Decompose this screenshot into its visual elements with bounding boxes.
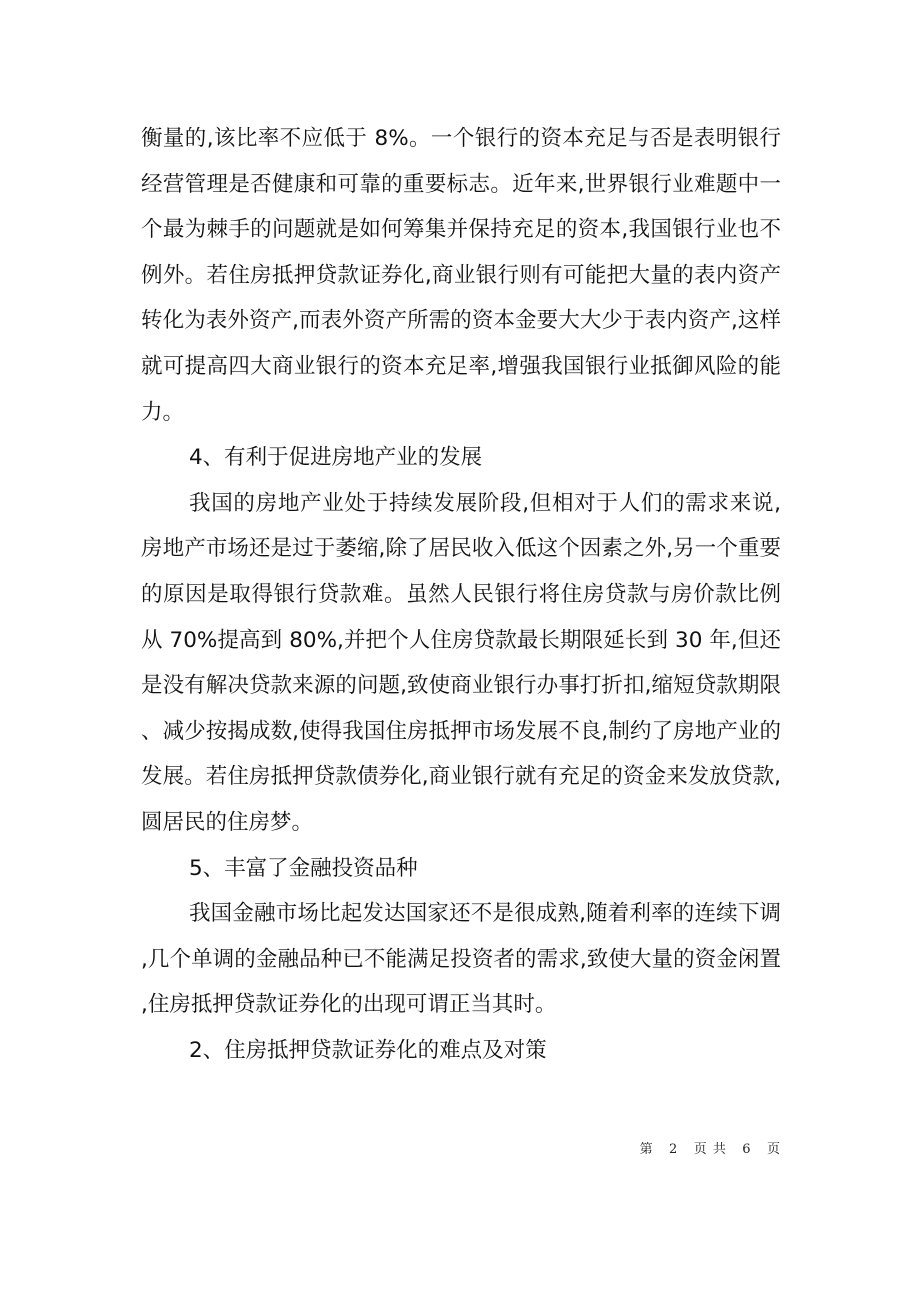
paragraph-capital-adequacy: 衡量的,该比率不应低于 8%。一个银行的资本充足与否是表明银行经营管理是否健康和可靠的重要标志。近年来,世界银行业难题中一个最为棘手的问题就是如何筹集并保持充足的资本,我国银行业也不例外。若住房抵押贷款证券化,商业银行则有可能把大量的表内资产转化为表外资产,而表外资产所需的资本金要大大少于表内资产,这样就可提高四大商业银行的资本充足率,增强我国银行业抵御风险的能力。 bbox=[141, 126, 781, 425]
section-heading-5: 5、丰富了金融投资品种 bbox=[189, 855, 418, 881]
footer-total-pages: 6 bbox=[742, 1142, 752, 1157]
section-heading-4: 4、有利于促进房地产业的发展 bbox=[189, 445, 483, 471]
footer-suffix: 页 bbox=[766, 1142, 781, 1157]
footer-middle: 页 共 bbox=[693, 1142, 727, 1157]
section-heading-2: 2、住房抵押贷款证券化的难点及对策 bbox=[189, 1037, 547, 1063]
footer-current-page: 2 bbox=[669, 1142, 679, 1157]
page-footer bbox=[0, 1138, 781, 1157]
paragraph-real-estate: 我国的房地产业处于持续发展阶段,但相对于人们的需求来说,房地产市场还是过于萎缩,除了居民收入低这个因素之外,另一个重要的原因是取得银行贷款难。虽然人民银行将住房贷款与房价款比例从 70%提高到 80%,并把个人住房贷款最长期限延长到 30 年,但还是没有解决贷款来源的问题,致使商业银行办事打折扣,缩短贷款期限、减少按揭成数,使得我国住房抵押市场发展不良,制约了房地产业的发展。若住房抵押贷款债券化,商业银行就有充足的资金来发放贷款,圆居民的住房梦。 bbox=[141, 490, 781, 835]
footer-prefix: 第 bbox=[639, 1142, 654, 1157]
paragraph-investment-products: 我国金融市场比起发达国家还不是很成熟,随着利率的连续下调,几个单调的金融品种已不能满足投资者的需求,致使大量的资金闲置,住房抵押贷款证券化的出现可谓正当其时。 bbox=[141, 901, 781, 1018]
document-body bbox=[141, 116, 781, 1073]
